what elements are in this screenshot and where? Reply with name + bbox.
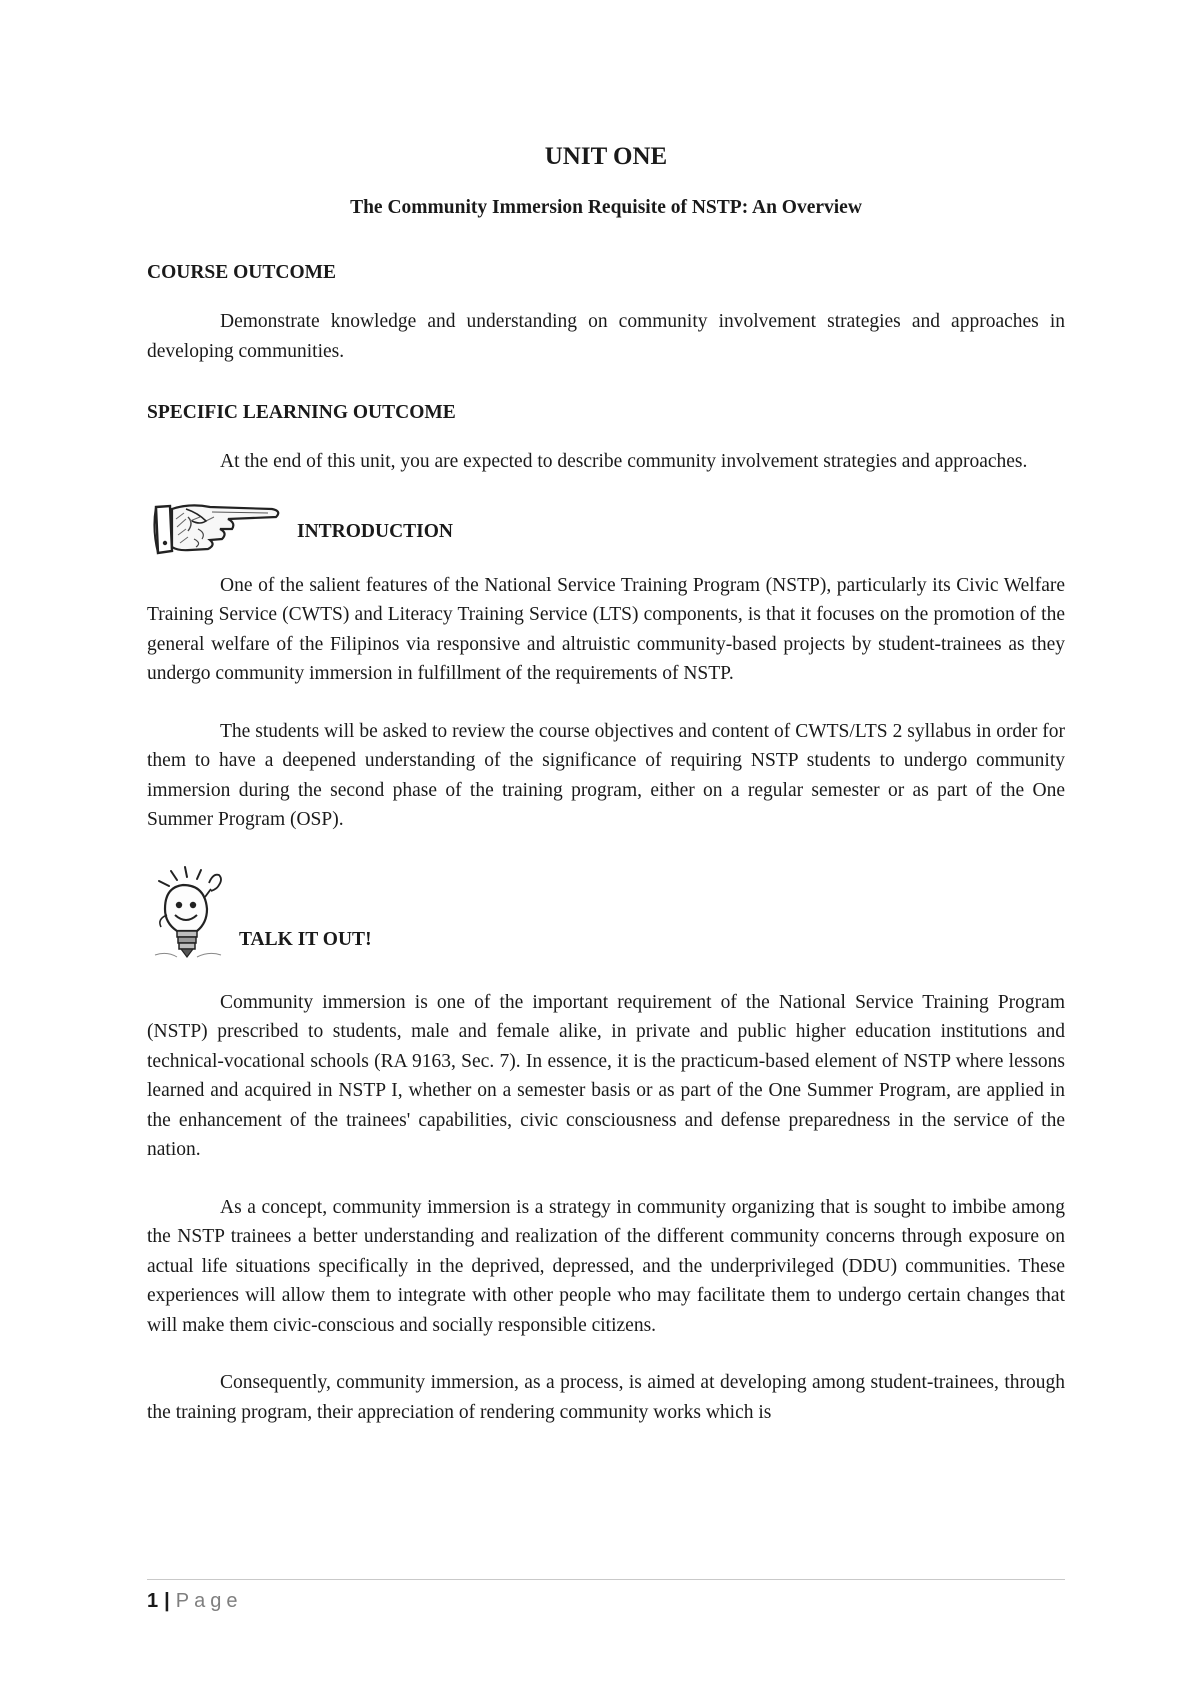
talk-it-out-heading: TALK IT OUT! xyxy=(239,928,372,950)
introduction-paragraph-2: The students will be asked to review the course objectives and content of CWTS/LTS 2 syllabus in order for them to have a deepened understanding of the significance of requiring NSTP students to undergo community immersion during the second phase of the training program, either on a regular semester or as part of the One Summer Program (OSP). xyxy=(147,720,1065,830)
talk-it-out-paragraph-2: As a concept, community immersion is a strategy in community organizing that is sought to imbibe among the NSTP trainees a better understanding and realization of the different community concerns through exposure on actual life situations specifically in the deprived, depressed, and the underprivileged (DDU) communities. These experiences will allow them to integrate with other people who may facilitate them to undergo certain changes that will make them civic-conscious and socially responsible citizens. xyxy=(147,1196,1065,1336)
pointing-hand-icon xyxy=(150,499,285,557)
footer-divider xyxy=(147,1579,1065,1580)
unit-title: UNIT ONE xyxy=(544,143,668,170)
page-footer xyxy=(147,1588,242,1614)
light-bulb-icon xyxy=(147,865,231,963)
footer-separator: | xyxy=(164,1590,170,1612)
page-label: Page xyxy=(175,1590,243,1612)
course-outcome-text: Demonstrate knowledge and understanding on community involvement strategies and approaches in developing communities. xyxy=(147,311,1065,362)
specific-learning-outcome-heading: SPECIFIC LEARNING OUTCOME xyxy=(147,402,456,423)
course-outcome-heading: COURSE OUTCOME xyxy=(147,262,337,283)
introduction-paragraph-1: One of the salient features of the National Service Training Program (NSTP), particularly its Civic Welfare Training Service (CWTS) and Literacy Training Service (LTS) components, is that it focuses on the promotion of the general welfare of the Filipinos via responsive and altruistic community-based projects by student-trainees as they undergo community immersion in fulfillment of the requirements of NSTP. xyxy=(147,574,1065,684)
unit-subtitle: The Community Immersion Requisite of NSTP: An Overview xyxy=(350,197,862,218)
page-content xyxy=(147,140,1065,1427)
page-number: 1 xyxy=(147,1590,159,1612)
introduction-header xyxy=(147,495,1065,557)
talk-it-out-paragraph-1: Community immersion is one of the important requirement of the National Service Training Program (NSTP) prescribed to students, male and female alike, in private and public higher education institutions and technical-vocational schools (RA 9163, Sec. 7). In essence, it is the practicum-based element of NSTP where lessons learned and acquired in NSTP I, whether on a semester basis or as part of the One Summer Program, are applied in the enhancement of the trainees' capabilities, civic consciousness and defense preparedness in the service of the nation. xyxy=(147,991,1065,1160)
specific-learning-outcome-text: At the end of this unit, you are expected to describe community involvement strategies and approaches. xyxy=(220,451,1028,472)
introduction-heading: INTRODUCTION xyxy=(297,520,454,542)
talk-it-out-header xyxy=(147,865,1065,963)
talk-it-out-paragraph-3: Consequently, community immersion, as a process, is aimed at developing among student-trainees, through the training program, their appreciation of rendering community works which is xyxy=(147,1372,1065,1423)
